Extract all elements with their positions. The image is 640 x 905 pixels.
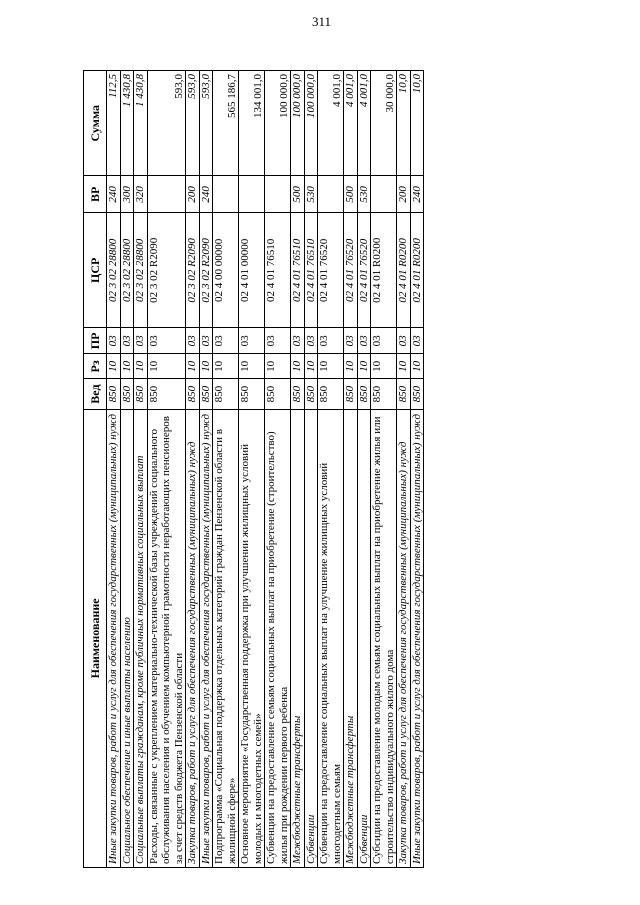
table-row <box>344 71 358 868</box>
cell-csr: 02 4 01 R0200 <box>410 213 424 328</box>
cell-ved: 850 <box>410 379 424 409</box>
cell-csr: 02 3 02 28800 <box>120 213 134 328</box>
cell-sum: 100 000,0 <box>291 71 305 176</box>
cell-vr <box>147 176 186 213</box>
table-row <box>304 71 318 868</box>
table-header-row <box>84 71 107 868</box>
cell-pr: 03 <box>120 328 134 354</box>
cell-rz: 10 <box>186 354 200 379</box>
cell-rz: 10 <box>304 354 318 379</box>
cell-csr: 02 4 00 00000 <box>213 213 239 328</box>
cell-sum: 10,0 <box>410 71 424 176</box>
cell-sum: 100 000,0 <box>304 71 318 176</box>
cell-name: Иные закупки товаров, работ и услуг для обеспечения государственных (муниципальных) нужд <box>410 409 424 867</box>
cell-name: Подпрограмма «Социальная поддержка отдельных категорий граждан Пензенской области в жилищной сфере» <box>213 409 239 867</box>
cell-vr: 200 <box>397 176 411 213</box>
header-csr: ЦСР <box>84 213 107 328</box>
table-row <box>186 71 200 868</box>
table-row <box>107 71 121 868</box>
cell-sum: 593,0 <box>199 71 213 176</box>
cell-vr: 200 <box>186 176 200 213</box>
cell-rz: 10 <box>318 354 344 379</box>
cell-name: Расходы, связанные с укреплением материально-технической базы учреждений социального обслуживания населения и обучением компьютерной грамотности неработающих пенсионеров за счет средств бюджета Пензенской области <box>147 409 186 867</box>
cell-pr: 03 <box>107 328 121 354</box>
cell-sum: 10,0 <box>397 71 411 176</box>
cell-ved: 850 <box>304 379 318 409</box>
cell-name: Закупка товаров, работ и услуг для обеспечения государственных (муниципальных) нужд <box>397 409 411 867</box>
cell-name: Закупка товаров, работ и услуг для обеспечения государственных (муниципальных) нужд <box>186 409 200 867</box>
cell-rz: 10 <box>213 354 239 379</box>
cell-sum: 1 430,8 <box>134 71 148 176</box>
cell-rz: 10 <box>410 354 424 379</box>
cell-pr: 03 <box>318 328 344 354</box>
table-row <box>239 71 265 868</box>
cell-vr <box>318 176 344 213</box>
cell-sum: 4 001,0 <box>318 71 344 176</box>
cell-ved: 850 <box>397 379 411 409</box>
table-body <box>107 71 424 868</box>
cell-sum: 112,5 <box>107 71 121 176</box>
cell-rz: 10 <box>239 354 265 379</box>
cell-rz: 10 <box>397 354 411 379</box>
cell-name: Межбюджетные трансферты <box>344 409 358 867</box>
cell-csr: 02 3 02 28800 <box>134 213 148 328</box>
cell-name: Субвенции <box>304 409 318 867</box>
cell-ved: 850 <box>291 379 305 409</box>
table-row <box>147 71 186 868</box>
table-row <box>120 71 134 868</box>
cell-vr: 500 <box>291 176 305 213</box>
cell-pr: 03 <box>186 328 200 354</box>
cell-name: Иные закупки товаров, работ и услуг для обеспечения государственных (муниципальных) нужд <box>199 409 213 867</box>
cell-pr: 03 <box>344 328 358 354</box>
table-row <box>134 71 148 868</box>
cell-csr: 02 3 02 R2090 <box>147 213 186 328</box>
cell-rz: 10 <box>120 354 134 379</box>
cell-rz: 10 <box>265 354 291 379</box>
cell-rz: 10 <box>147 354 186 379</box>
cell-rz: 10 <box>199 354 213 379</box>
cell-ved: 850 <box>265 379 291 409</box>
cell-pr: 03 <box>397 328 411 354</box>
cell-pr: 03 <box>291 328 305 354</box>
cell-csr: 02 4 01 R0200 <box>397 213 411 328</box>
cell-ved: 850 <box>213 379 239 409</box>
cell-pr: 03 <box>304 328 318 354</box>
cell-pr: 03 <box>357 328 371 354</box>
cell-ved: 850 <box>239 379 265 409</box>
cell-ved: 850 <box>120 379 134 409</box>
header-name: Наименование <box>84 409 107 867</box>
cell-sum: 565 186,7 <box>213 71 239 176</box>
cell-ved: 850 <box>134 379 148 409</box>
cell-csr: 02 4 01 00000 <box>239 213 265 328</box>
cell-name: Социальные выплаты гражданам, кроме публичных нормативных социальных выплат <box>134 409 148 867</box>
cell-vr: 320 <box>134 176 148 213</box>
table-row <box>199 71 213 868</box>
cell-pr: 03 <box>147 328 186 354</box>
cell-name: Иные закупки товаров, работ и услуг для обеспечения государственных (муниципальных) нужд <box>107 409 121 867</box>
cell-ved: 850 <box>199 379 213 409</box>
cell-sum: 134 001,0 <box>239 71 265 176</box>
cell-rz: 10 <box>357 354 371 379</box>
cell-csr: 02 4 01 76520 <box>357 213 371 328</box>
cell-vr: 300 <box>120 176 134 213</box>
cell-sum: 593,0 <box>186 71 200 176</box>
cell-ved: 850 <box>344 379 358 409</box>
table-row <box>410 71 424 868</box>
cell-pr: 03 <box>371 328 397 354</box>
cell-csr: 02 3 02 28800 <box>107 213 121 328</box>
table-row <box>357 71 371 868</box>
cell-csr: 02 4 01 R0200 <box>371 213 397 328</box>
cell-pr: 03 <box>265 328 291 354</box>
cell-csr: 02 4 01 76520 <box>344 213 358 328</box>
cell-csr: 02 3 02 R2090 <box>199 213 213 328</box>
cell-name: Основное мероприятие «Государственная поддержка при улучшении жилищных условий молодых и многодетных семей» <box>239 409 265 867</box>
cell-vr: 240 <box>199 176 213 213</box>
cell-ved: 850 <box>107 379 121 409</box>
cell-vr: 240 <box>410 176 424 213</box>
cell-sum: 100 000,0 <box>265 71 291 176</box>
cell-name: Субвенции на предоставление семьям социальных выплат на приобретение (строительство) жилья при рождении первого ребенка <box>265 409 291 867</box>
cell-ved: 850 <box>147 379 186 409</box>
cell-csr: 02 4 01 76510 <box>291 213 305 328</box>
cell-ved: 850 <box>371 379 397 409</box>
cell-csr: 02 4 01 76510 <box>265 213 291 328</box>
cell-rz: 10 <box>344 354 358 379</box>
cell-vr: 240 <box>107 176 121 213</box>
cell-pr: 03 <box>410 328 424 354</box>
cell-csr: 02 4 01 76520 <box>318 213 344 328</box>
cell-name: Субсидии на предоставление молодым семьям социальных выплат на приобретение жилья или строительство индивидуального жилого дома <box>371 409 397 867</box>
cell-name: Субвенции на предоставление социальных выплат на улучшение жилищных условий многодетным семьям <box>318 409 344 867</box>
cell-vr <box>265 176 291 213</box>
budget-table <box>83 70 424 868</box>
table-row <box>265 71 291 868</box>
header-rz: Рз <box>84 354 107 379</box>
cell-rz: 10 <box>371 354 397 379</box>
table-row <box>397 71 411 868</box>
budget-table-container <box>83 70 573 868</box>
cell-sum: 30 000,0 <box>371 71 397 176</box>
cell-csr: 02 3 02 R2090 <box>186 213 200 328</box>
cell-sum: 4 001,0 <box>344 71 358 176</box>
cell-vr: 500 <box>344 176 358 213</box>
table-row <box>318 71 344 868</box>
cell-name: Субвенции <box>357 409 371 867</box>
cell-sum: 1 430,8 <box>120 71 134 176</box>
header-ved: Вед <box>84 379 107 409</box>
cell-vr <box>213 176 239 213</box>
cell-rz: 10 <box>107 354 121 379</box>
cell-pr: 03 <box>134 328 148 354</box>
cell-vr <box>371 176 397 213</box>
cell-ved: 850 <box>186 379 200 409</box>
header-vr: ВР <box>84 176 107 213</box>
cell-ved: 850 <box>357 379 371 409</box>
cell-pr: 03 <box>199 328 213 354</box>
header-pr: ПР <box>84 328 107 354</box>
cell-name: Социальное обеспечение и иные выплаты населению <box>120 409 134 867</box>
cell-vr <box>239 176 265 213</box>
table-row <box>371 71 397 868</box>
cell-vr: 530 <box>357 176 371 213</box>
header-sum: Сумма <box>84 71 107 176</box>
page-number: 311 <box>312 14 332 29</box>
table-row <box>213 71 239 868</box>
cell-pr: 03 <box>239 328 265 354</box>
cell-sum: 4 001,0 <box>357 71 371 176</box>
cell-rz: 10 <box>134 354 148 379</box>
cell-name: Межбюджетные трансферты <box>291 409 305 867</box>
cell-vr: 530 <box>304 176 318 213</box>
cell-ved: 850 <box>318 379 344 409</box>
cell-rz: 10 <box>291 354 305 379</box>
cell-sum: 593,0 <box>147 71 186 176</box>
table-row <box>291 71 305 868</box>
cell-pr: 03 <box>213 328 239 354</box>
cell-csr: 02 4 01 76510 <box>304 213 318 328</box>
